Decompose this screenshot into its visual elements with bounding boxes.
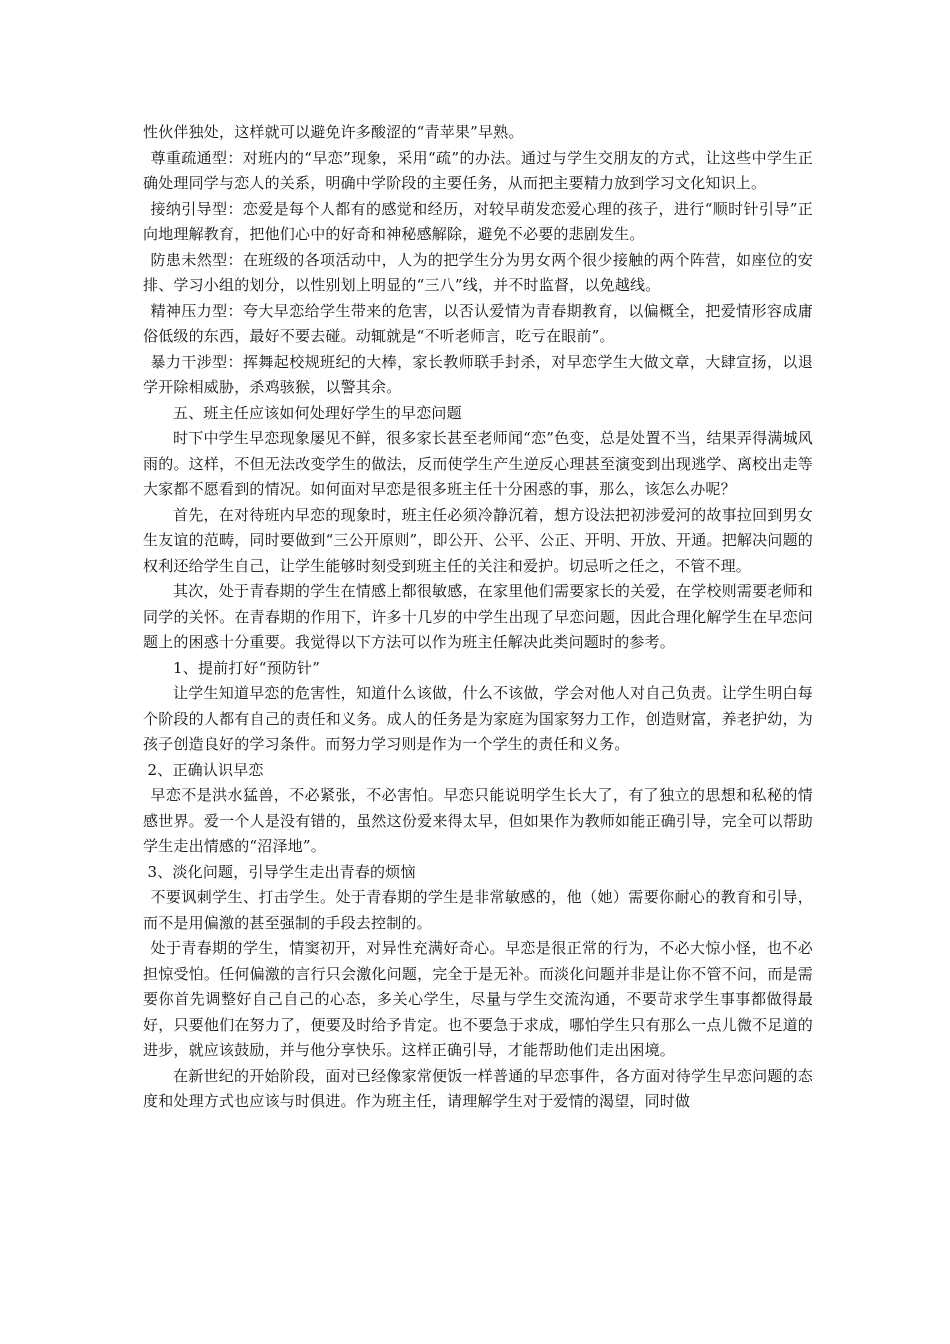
paragraph-prevent: 防患未然型：在班级的各项活动中，人为的把学生分为男女两个很少接触的两个阵营，如座位的安排、学习小组的划分，以性别划上明显的“三八”线，并不时监督，以免越线。 bbox=[143, 250, 813, 294]
paragraph-adolescence: 处于青春期的学生，情窦初开，对异性充满好奇心。早恋是很正常的行为，不必大惊小怪，也不必担惊受怕。任何偏激的言行只会激化问题，完全于是无补。而淡化问题并非是让你不管不问，而是需要你首先调整好自己自己的心态，多关心学生，尽量与学生交流沟通，不要苛求学生事事都做得最好，只要他们在努力了，便要及时给予肯定。也不要急于求成，哪怕学生只有那么一点儿微不足道的进步，就应该鼓励，并与他分享快乐。这样正确引导，才能帮助他们走出困境。 bbox=[143, 939, 813, 1059]
paragraph-respect-guidance: 尊重疏通型：对班内的“早恋”现象，采用“疏”的办法。通过与学生交朋友的方式，让这些中学生正确处理同学与恋人的关系，明确中学阶段的主要任务，从而把主要精力放到学习文化知识上。 bbox=[143, 148, 813, 192]
paragraph-1: 性伙伴独处，这样就可以避免许多酸涩的“青苹果”早熟。 bbox=[143, 123, 524, 141]
paragraph-new-century: 在新世纪的开始阶段，面对已经像家常便饭一样普通的早恋事件，各方面对待学生早恋问题的态度和处理方式也应该与时俱进。作为班主任，请理解学生对于爱情的渴望，同时做 bbox=[143, 1066, 813, 1110]
section-heading-five: 五、班主任应该如何处理好学生的早恋问题 bbox=[173, 403, 462, 422]
paragraph-first: 首先，在对待班内早恋的现象时，班主任必须冷静沉着，想方设法把初涉爱河的故事拉回到男女生友谊的范畴，同时要做到“三公开原则”，即公开、公平、公正、开明、开放、开通。把解决问题的权利还给学生自己，让学生能够时刻受到班主任的关注和爱护。切忌听之任之，不管不理。 bbox=[143, 505, 813, 575]
paragraph-accept-guide: 接纳引导型：恋爱是每个人都有的感觉和经历，对较早萌发恋爱心理的孩子，进行“顺时针引导”正向地理解教育，把他们心中的好奇和神秘感解除，避免不必要的悲剧发生。 bbox=[143, 199, 813, 243]
paragraph-no-mockery: 不要讽刺学生、打击学生。处于青春期的学生是非常敏感的，他（她）需要你耐心的教育和引导，而不是用偏激的甚至强制的手段去控制的。 bbox=[143, 888, 813, 932]
paragraph-mental-pressure: 精神压力型：夸大早恋给学生带来的危害，以否认爱情为青春期教育，以偏概全，把爱情形容成庸俗低级的东西，最好不要去碰。动辄就是“不听老师言，吃亏在眼前”。 bbox=[143, 301, 813, 345]
document-page bbox=[143, 120, 813, 1115]
paragraph-correct-understanding: 早恋不是洪水猛兽，不必紧张，不必害怕。早恋只能说明学生长大了，有了独立的思想和私秘的情感世界。爱一个人是没有错的，虽然这份爱来得太早，但如果作为教师如能正确引导，完全可以帮助学生走出情感的“沼泽地”。 bbox=[143, 786, 813, 855]
subheading-2: 2、正确认识早恋 bbox=[147, 760, 264, 779]
paragraph-second: 其次，处于青春期的学生在情感上都很敏感，在家里他们需要家长的关爱，在学校则需要老师和同学的关怀。在青春期的作用下，许多十几岁的中学生出现了早恋问题，因此合理化解学生在早恋问题上的困惑十分重要。我觉得以下方法可以作为班主任解决此类问题时的参考。 bbox=[143, 582, 813, 651]
paragraph-prevention: 让学生知道早恋的危害性，知道什么该做，什么不该做，学会对他人对自己负责。让学生明白每个阶段的人都有自己的责任和义务。成人的任务是为家庭为国家努力工作，创造财富，养老护幼，为孩子创造良好的学习条件。而努力学习则是作为一个学生的责任和义务。 bbox=[143, 684, 813, 753]
subheading-1: 1、提前打好“预防针” bbox=[173, 658, 321, 677]
paragraph-current-situation: 时下中学生早恋现象屡见不鲜，很多家长甚至老师闻“恋”色变，总是处置不当，结果弄得满城风雨的。这样，不但无法改变学生的做法，反而使学生产生逆反心理甚至演变到出现逃学、离校出走等大家都不愿看到的情况。如何面对早恋是很多班主任十分困惑的事，那么，该怎么办呢？ bbox=[143, 429, 813, 498]
subheading-3: 3、淡化问题，引导学生走出青春的烦恼 bbox=[147, 862, 416, 881]
paragraph-violent-interference: 暴力干涉型：挥舞起校规班纪的大棒，家长教师联手封杀，对早恋学生大做文章，大肆宣扬，以退学开除相威胁，杀鸡骇猴，以警其余。 bbox=[143, 352, 813, 396]
